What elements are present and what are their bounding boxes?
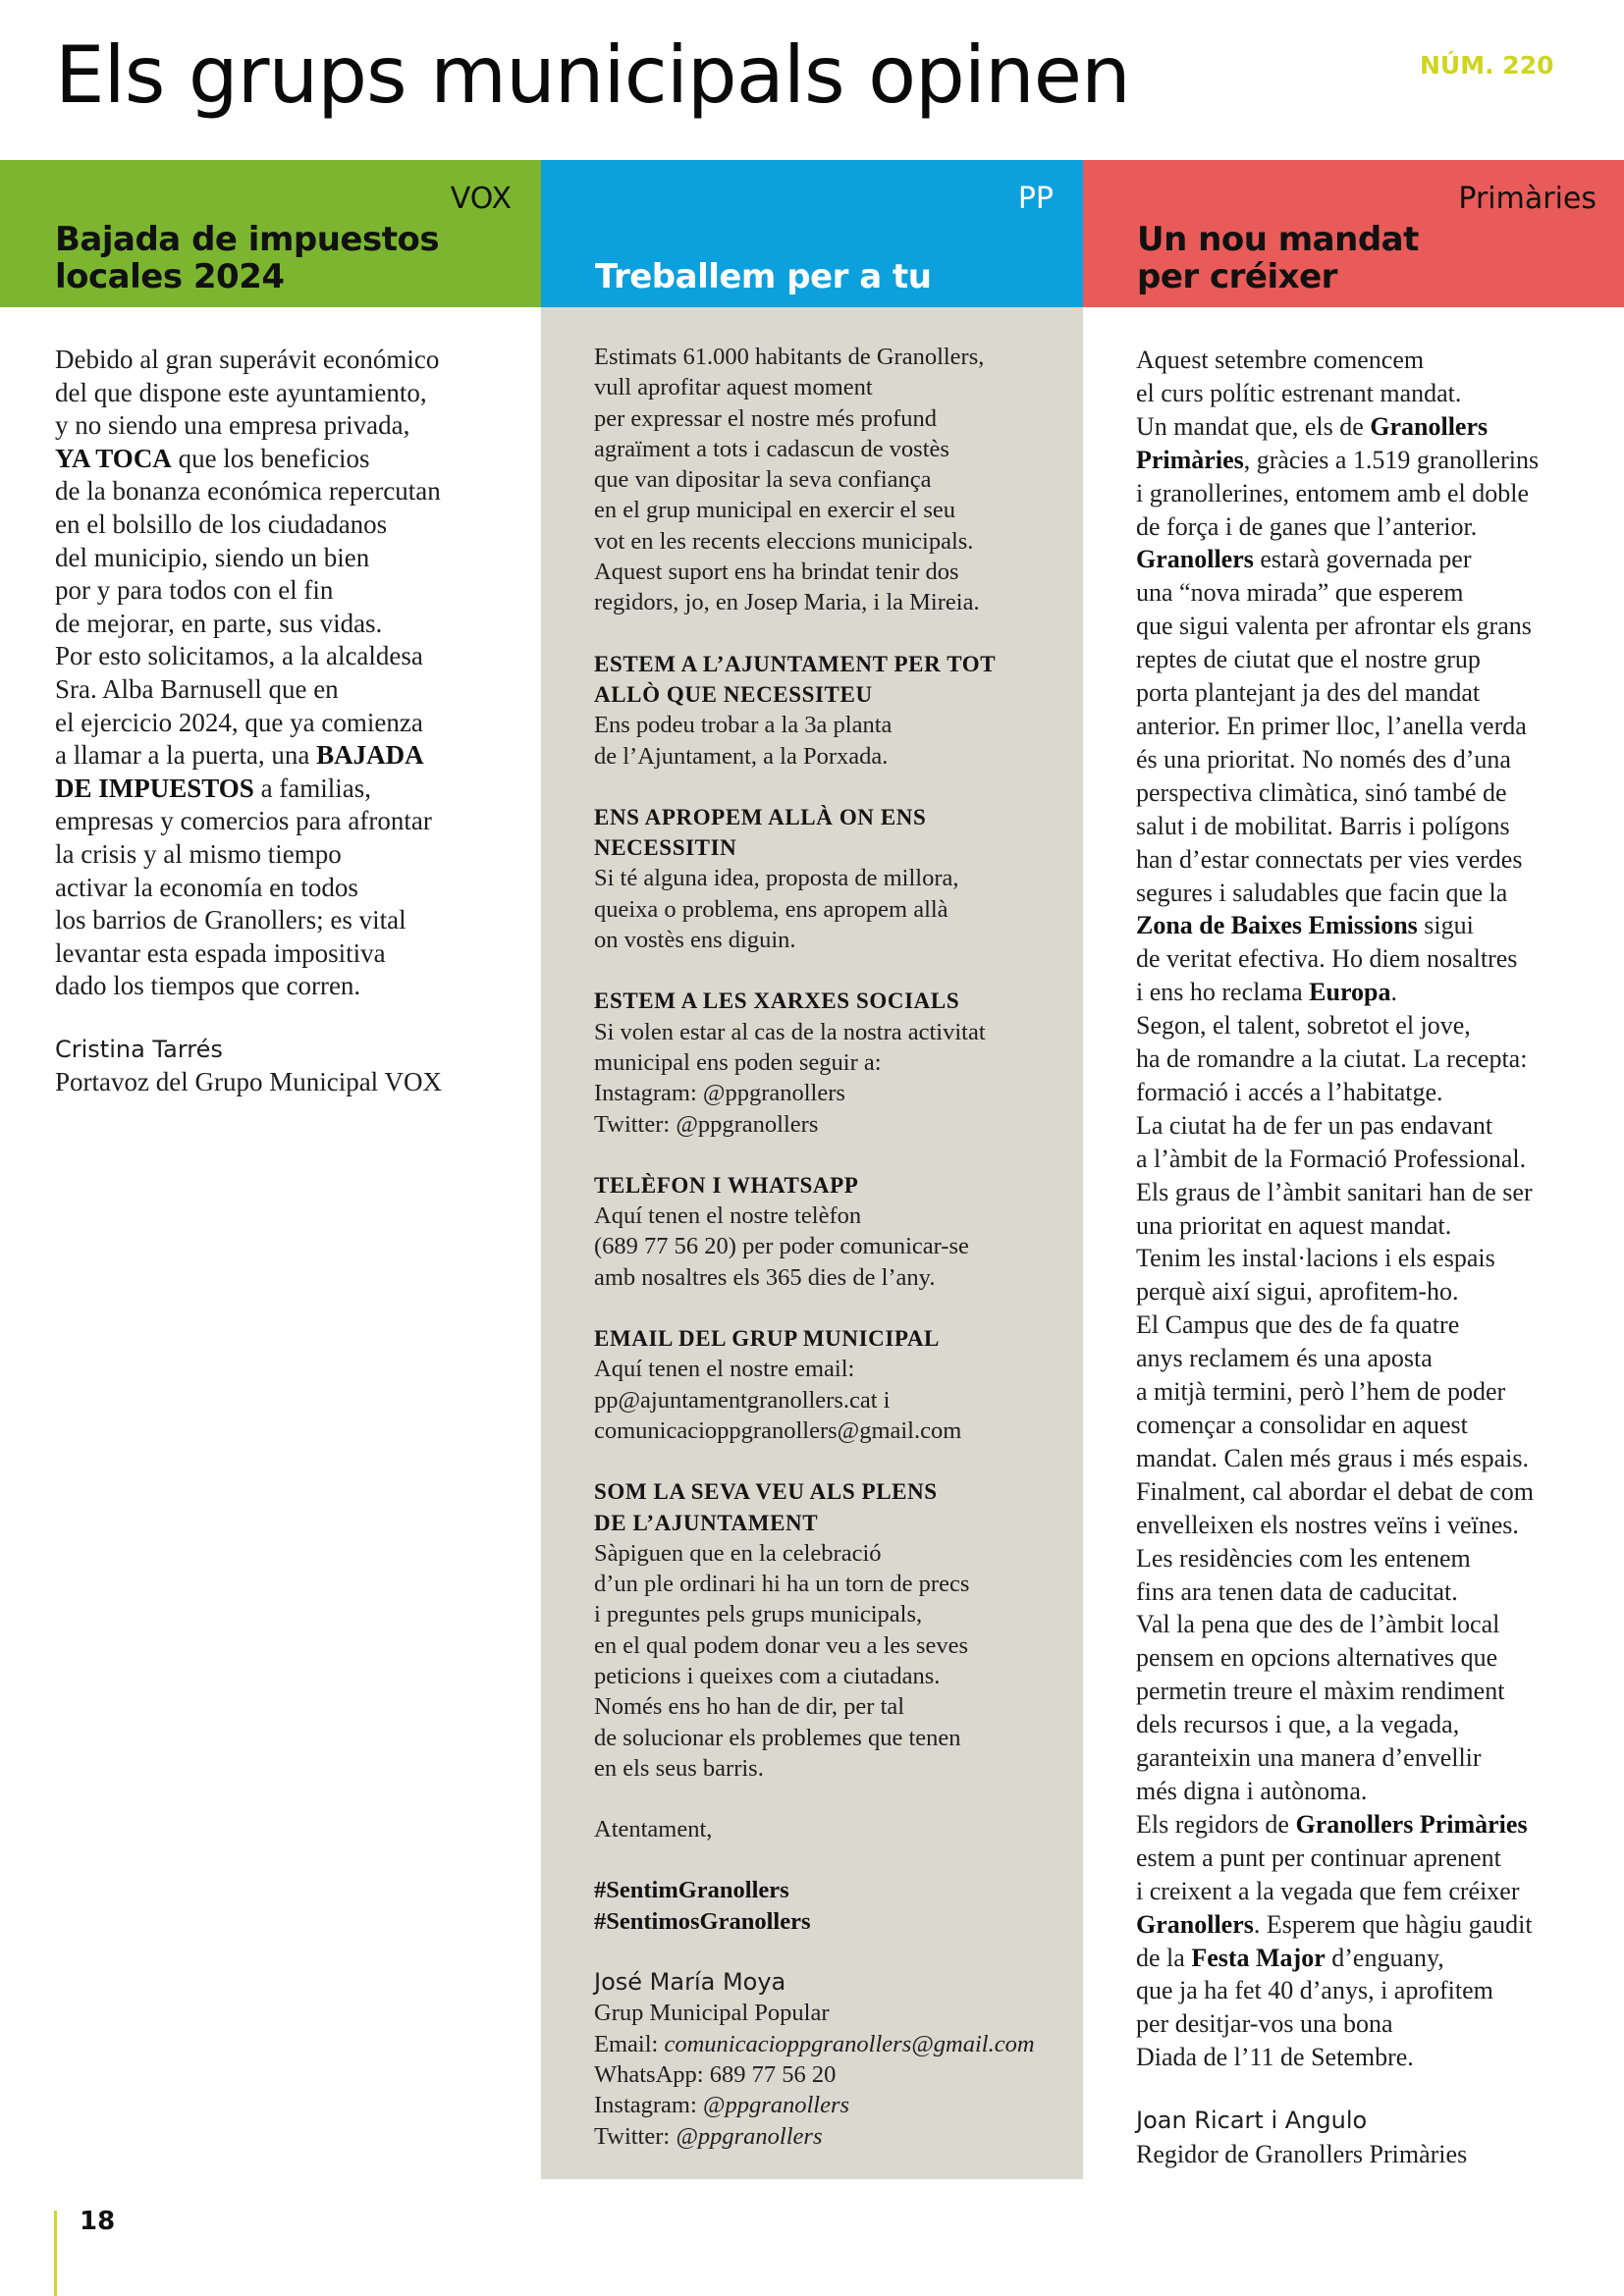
text-line: pensem en opcions alternatives que (1136, 1643, 1498, 1673)
text-line: Les residències com les entenem (1136, 1543, 1471, 1573)
text-line: per desitjar-vos una bona (1136, 2009, 1393, 2039)
text-line: en el qual podem donar veu a les seves (594, 1631, 968, 1659)
text-run: . (1390, 978, 1397, 1007)
emphasis-text: Granollers Primàries (1295, 1809, 1528, 1839)
text-line: del que dispone este ayuntamiento, (55, 377, 427, 407)
paragraph-gap (1136, 2074, 1622, 2105)
paragraph-gap (594, 1446, 1075, 1476)
headline-line: Bajada de impuestos (55, 220, 440, 259)
text-line (1136, 543, 1622, 576)
text-line: de força i de ganes que l’anterior. (1136, 511, 1478, 541)
text-line: anys reclamem és una aposta (1136, 1344, 1433, 1373)
text-line: Aquí tenen el nostre telèfon (594, 1202, 862, 1230)
text-line: una “nova mirada” que esperem (1136, 578, 1464, 608)
text-line: el curs polític estrenant mandat. (1136, 378, 1462, 407)
text-line: Només ens ho han de dir, per tal (594, 1693, 905, 1721)
footer-accent-rule (54, 2211, 57, 2296)
text-run: Els regidors de (1136, 1809, 1296, 1839)
text-line: peticions i queixes com a ciutadans. (594, 1662, 941, 1689)
text-line: el ejercicio 2024, que ya comienza (55, 707, 423, 737)
text-line: Aquest setembre comencem (1136, 346, 1425, 374)
text-line: han d’estar connectats per vies verdes (1136, 844, 1523, 874)
text-line: Debido al gran superávit económico (55, 345, 440, 374)
text-run: . Esperem que hàgiu gaudit (1253, 1909, 1533, 1939)
text-line: Twitter: @ppgranollers (594, 1110, 819, 1138)
emphasis-text: Europa (1309, 978, 1391, 1007)
text-line: por y para todos con el fin (55, 575, 334, 606)
text-line (1136, 444, 1622, 477)
text-run: Un mandat que, els de (1136, 411, 1371, 441)
email-label: Email: (594, 2030, 665, 2057)
text-line: Instagram: @ppgranollers (594, 1080, 845, 1107)
text-line: estem a punt per continuar aprenent (1136, 1842, 1501, 1872)
text-run: a familias, (253, 773, 372, 803)
text-line: que ja ha fet 40 d’anys, i aprofitem (1136, 1976, 1493, 2005)
signature-instagram (594, 2090, 1075, 2120)
text-line: Aquest suport ens ha brindat tenir dos (594, 559, 959, 586)
text-line: Val la pena que des de l’àmbit local (1136, 1610, 1500, 1639)
text-line: d’un ple ordinari hi ha un torn de precs (594, 1571, 970, 1598)
pp-column (541, 307, 1083, 2179)
paragraph-gap (594, 1140, 1075, 1170)
text-line: i preguntes pels grups municipals, (594, 1601, 923, 1629)
party-label-vox: VOX (450, 182, 512, 216)
section-heading: ENS APROPEM ALLÀ ON ENS (594, 804, 927, 829)
text-line: salut i de mobilitat. Barris i polígons (1136, 811, 1510, 840)
primaries-article-body (1136, 344, 1622, 2171)
headline-line: locales 2024 (55, 257, 285, 296)
page-number: 18 (80, 2207, 116, 2236)
text-line: començar a consolidar en aquest (1136, 1411, 1468, 1439)
text-line (1136, 1908, 1622, 1942)
text-line: en els seus barris. (594, 1754, 764, 1782)
text-line: El Campus que des de fa quatre (1136, 1310, 1460, 1340)
text-line: amb nosaltres els 365 dies de l’any. (594, 1263, 936, 1291)
text-line: regidors, jo, en Josep Maria, i la Mireia. (594, 589, 980, 616)
headline-line: per créixer (1137, 257, 1337, 296)
page-title: Els grups municipals opinen (55, 29, 1130, 121)
email-address: comunicacioppgranollers@gmail.com (664, 2030, 1035, 2057)
text-line: fins ara tenen data de caducitat. (1136, 1576, 1458, 1606)
text-line: anterior. En primer lloc, l’anella verda (1136, 711, 1527, 740)
section-heading: ALLÒ QUE NECESSITEU (594, 681, 873, 707)
text-line: formació i accés a l’habitatge. (1136, 1077, 1443, 1106)
section-heading: EMAIL DEL GRUP MUNICIPAL (594, 1326, 940, 1352)
text-line (55, 773, 536, 806)
text-line: perquè així sigui, aprofitem-ho. (1136, 1277, 1459, 1307)
emphasis-text: BAJADA (316, 740, 424, 771)
pp-article-body (594, 342, 1075, 2152)
signature-whatsapp: WhatsApp: 689 77 56 20 (594, 2060, 837, 2088)
text-line: on vostès ens diguin. (594, 927, 796, 954)
text-line (1136, 976, 1622, 1009)
text-line: porta plantejant ja des del mandat (1136, 678, 1481, 708)
text-run: i ens ho reclama (1136, 978, 1310, 1007)
emphasis-text: Zona de Baixes Emissions (1136, 911, 1418, 940)
emphasis-text: Primàries (1136, 445, 1244, 474)
text-line: a l’àmbit de la Formació Professional. (1136, 1144, 1527, 1173)
section-heading: TELÈFON I WHATSAPP (594, 1172, 859, 1198)
text-line (55, 443, 536, 476)
text-run: de la (1136, 1943, 1192, 1972)
text-line: Ens podeu trobar a la 3a planta (594, 712, 893, 739)
section-heading: NECESSITIN (594, 835, 737, 861)
text-line: i granollerines, entomem amb el doble (1136, 478, 1529, 507)
emphasis-text: Granollers (1136, 545, 1254, 574)
text-run: d’enguany, (1325, 1943, 1444, 1972)
section-heading: SOM LA SEVA VEU ALS PLENS (594, 1479, 938, 1505)
text-line (55, 739, 536, 773)
text-line: Por esto solicitamos, a la alcaldesa (55, 641, 423, 671)
text-line: La ciutat ha de fer un pas endavant (1136, 1110, 1493, 1140)
section-heading: ESTEM A LES XARXES SOCIALS (594, 988, 960, 1014)
text-line (1136, 410, 1622, 444)
text-run: estarà governada per (1253, 545, 1472, 574)
signature-twitter (594, 2121, 1075, 2152)
text-line: de solucionar els problemes que tenen (594, 1724, 961, 1751)
text-line: Si volen estar al cas de la nostra activitat (594, 1018, 986, 1045)
text-line (1136, 909, 1622, 942)
text-line (1136, 1942, 1622, 1975)
section-heading: DE L’AJUNTAMENT (594, 1510, 819, 1535)
text-line: comunicacioppgranollers@gmail.com (594, 1416, 962, 1444)
text-line: segures i saludables que facin que la (1136, 878, 1508, 907)
text-line: per expressar el nostre més profund (594, 404, 938, 432)
paragraph-gap (594, 1937, 1075, 1967)
emphasis-text: DE IMPUESTOS (55, 773, 254, 803)
text-run: sigui (1417, 911, 1474, 940)
text-line: vot en les recents eleccions municipals. (594, 527, 974, 555)
text-run: que los beneficios (171, 443, 370, 473)
primaries-header-band (1083, 160, 1624, 307)
text-line: una prioritat en aquest mandat. (1136, 1210, 1452, 1240)
signature-name: Cristina Tarrés (55, 1035, 223, 1063)
text-line: que sigui valenta per afrontar els grans (1136, 612, 1532, 641)
signature-role: Portavoz del Grupo Municipal VOX (55, 1067, 442, 1097)
signature-name: José María Moya (594, 1968, 786, 1997)
text-line: permetin treure el màxim rendiment (1136, 1677, 1505, 1706)
vox-header-band (0, 160, 541, 307)
signature-name: Joan Ricart i Angulo (1136, 2107, 1368, 2135)
headline-pp: Treballem per a tu (595, 257, 932, 296)
headline-primaries (1137, 221, 1419, 295)
text-line: Aquí tenen el nostre email: (594, 1356, 855, 1383)
text-line: a mitjà termini, però l’hem de poder (1136, 1377, 1506, 1407)
text-line: de la bonanza económica repercutan (55, 476, 441, 507)
emphasis-text: YA TOCA (55, 443, 172, 473)
text-line: activar la economía en todos (55, 872, 358, 902)
text-line: queixa o problema, ens apropem allà (594, 895, 948, 923)
text-line: empresas y comercios para afrontar (55, 806, 432, 836)
text-line: levantar esta espada impositiva (55, 937, 386, 968)
text-line: dels recursos i que, a la vegada, (1136, 1710, 1460, 1739)
issue-number: NÚM. 220 (1420, 51, 1554, 80)
text-line: dado los tiempos que corren. (55, 971, 361, 1001)
closing-text: Atentament, (594, 1816, 713, 1843)
emphasis-text: Granollers (1136, 1909, 1254, 1939)
paragraph-gap (594, 1844, 1075, 1875)
text-line: en el grup municipal en exercir el seu (594, 497, 956, 524)
text-line (1136, 1808, 1622, 1842)
headline-line: Un nou mandat (1137, 220, 1419, 259)
text-line: i creixent a la vegada que fem créixer (1136, 1876, 1520, 1905)
text-line: en el bolsillo de los ciudadanos (55, 508, 388, 539)
text-line: ha de romandre a la ciutat. La recepta: (1136, 1044, 1528, 1074)
twitter-handle: @ppgranollers (676, 2122, 823, 2150)
text-line: Diada de l’11 de Setembre. (1136, 2043, 1414, 2072)
text-line: que van dipositar la seva confiança (594, 466, 932, 494)
paragraph-gap (55, 1003, 536, 1034)
text-line: envelleixen els nostres veïns i veïnes. (1136, 1510, 1519, 1539)
text-line: Segon, el talent, sobretot el jove, (1136, 1011, 1471, 1041)
paragraph-gap (594, 955, 1075, 986)
hashtag: #SentimosGranollers (594, 1907, 811, 1935)
text-line: Si té alguna idea, proposta de millora, (594, 865, 959, 892)
instagram-handle: @ppgranollers (702, 2092, 850, 2119)
emphasis-text: Granollers (1370, 411, 1489, 441)
pp-header-band (541, 160, 1083, 307)
emphasis-text: Festa Major (1191, 1943, 1326, 1972)
text-line: de mejorar, en parte, sus vidas. (55, 608, 383, 638)
text-run: , gràcies a 1.519 granollerins (1243, 445, 1540, 474)
hashtag: #SentimGranollers (594, 1877, 789, 1904)
paragraph-gap (594, 772, 1075, 802)
text-line: perspectiva climàtica, sinó també de (1136, 777, 1507, 807)
text-line: Sàpiguen que en la celebració (594, 1539, 882, 1567)
text-line: Sra. Alba Barnusell que en (55, 673, 339, 704)
vox-article-body (55, 344, 536, 1099)
signature-email (594, 2029, 1075, 2059)
section-heading: ESTEM A L’AJUNTAMENT PER TOT (594, 651, 997, 676)
text-line: reptes de ciutat que el nostre grup (1136, 645, 1481, 674)
signature-group: Grup Municipal Popular (594, 2000, 830, 2027)
text-line: Finalment, cal abordar el debat de com (1136, 1476, 1535, 1506)
text-line: (689 77 56 20) per poder comunicar-se (594, 1233, 969, 1260)
text-line: garanteixin una manera d’envellir (1136, 1743, 1482, 1773)
text-run: a llamar a la puerta, una (55, 740, 317, 771)
text-line: de l’Ajuntament, a la Porxada. (594, 742, 889, 770)
text-line: més digna i autònoma. (1136, 1776, 1368, 1805)
headline-vox (55, 221, 439, 295)
paragraph-gap (594, 618, 1075, 649)
text-line: mandat. Calen més graus i més espais. (1136, 1443, 1530, 1472)
text-line: municipal ens poden seguir a: (594, 1048, 882, 1076)
text-line: vull aprofitar aquest moment (594, 374, 873, 401)
text-line: pp@ajuntamentgranollers.cat i (594, 1386, 891, 1414)
text-line: de veritat efectiva. Ho diem nosaltres (1136, 944, 1518, 974)
text-line: del municipio, siendo un bien (55, 542, 370, 572)
paragraph-gap (594, 1293, 1075, 1323)
signature-role: Regidor de Granollers Primàries (1136, 2140, 1468, 2169)
text-line: Estimats 61.000 habitants de Granollers, (594, 344, 985, 370)
text-line: és una prioritat. No només des d’una (1136, 744, 1511, 774)
text-line: Els graus de l’àmbit sanitari han de ser (1136, 1177, 1533, 1206)
paragraph-gap (594, 1784, 1075, 1814)
text-line: y no siendo una empresa privada, (55, 410, 410, 441)
text-line: los barrios de Granollers; es vital (55, 905, 406, 935)
text-line: la crisis y al mismo tiempo (55, 838, 342, 869)
instagram-label: Instagram: (594, 2092, 703, 2119)
text-line: Tenim les instal·lacions i els espais (1136, 1244, 1495, 1273)
twitter-label: Twitter: (594, 2122, 677, 2150)
party-label-pp: PP (1017, 182, 1054, 216)
text-line: agraïment a tots i cadascun de vostès (594, 435, 949, 462)
party-label-primaries: Primàries (1458, 182, 1597, 216)
